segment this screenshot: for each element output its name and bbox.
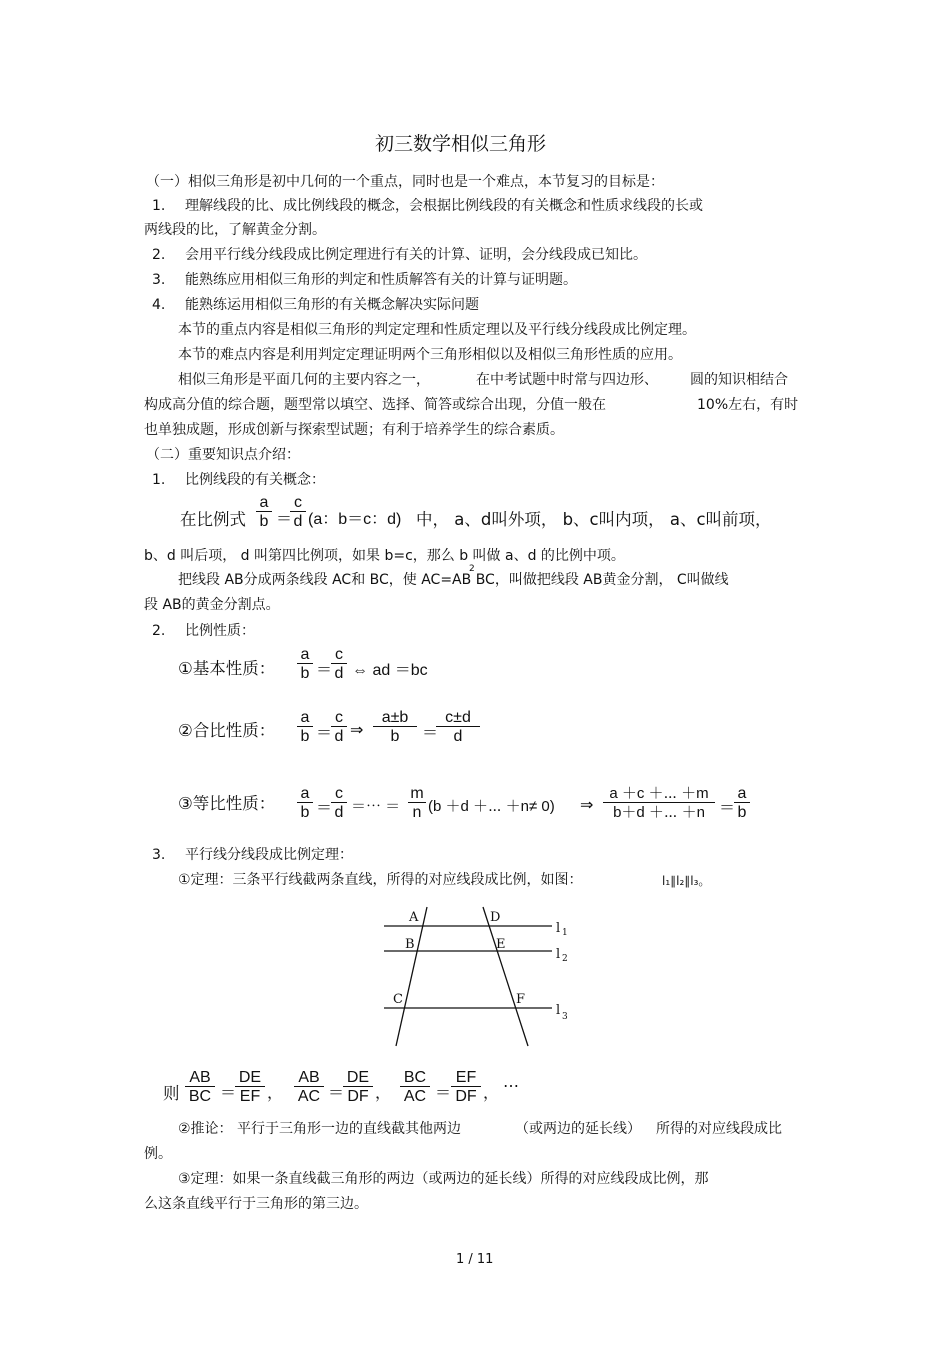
denominator: DF (451, 1086, 481, 1107)
denominator: d (331, 663, 347, 684)
denominator: d (331, 726, 347, 747)
denominator: EF (235, 1086, 265, 1107)
parallel-lines-figure (378, 900, 578, 1050)
line-l2-label: l (556, 947, 561, 962)
numerator: c (335, 646, 343, 663)
corollary-text-end: 所得的对应线段成比 (656, 1121, 782, 1137)
numerator: c (294, 494, 302, 511)
golden-section-text: 把线段 AB分成两条线段 AC和 BC，使 AC=AB BC，叫做把线段 AB黄金分割， C叫做线 (178, 572, 729, 588)
equals-sign: ＝ (435, 1085, 452, 1102)
converse-theorem-text-cont: 么这条直线平行于三角形的第三边。 (144, 1196, 368, 1212)
fraction-a-b (297, 709, 313, 747)
equal-ratio-property-label: ③等比性质： (178, 794, 276, 813)
goal-1-number: 1. (152, 198, 166, 214)
line-l1-subscript: 1 (562, 928, 568, 938)
numerator: c (335, 785, 343, 802)
denominator: AC (294, 1086, 324, 1107)
fraction-a-b (256, 494, 272, 532)
golden-section-text-cont: 段 AB的黄金分割点。 (144, 597, 280, 613)
equals-sign: ＝ (276, 511, 293, 528)
overview-text-1c: 圆的知识相结合 (690, 372, 788, 388)
point-c-label: C (393, 992, 403, 1007)
separator: ， (267, 1085, 284, 1102)
equals-sign: ＝ (220, 1085, 237, 1102)
equals-sign: ＝ (316, 800, 333, 817)
ellipsis: ⋯ (503, 1078, 519, 1095)
proportion-terms: 中， a、d叫外项， b、c叫内项， a、c叫前项， (416, 510, 772, 529)
denominator: b (734, 802, 750, 823)
denominator: b (297, 663, 313, 684)
point-b-label: B (405, 937, 415, 952)
fraction-c-d (331, 709, 347, 747)
equals-sign: ＝ (719, 800, 736, 817)
proportion-terms-cont: b、d 叫后项， d 叫第四比例项，如果 b=c，那么 b 叫做 a、d 的比例中项。 (144, 548, 625, 564)
overview-text-2a: 构成高分值的综合题，题型常以填空、选择、简答或综合出现，分值一般在 (144, 397, 606, 413)
section-2-title: （二）重要知识点介绍： (146, 447, 300, 463)
numerator: a (300, 785, 310, 802)
numerator: c±d (445, 709, 471, 726)
goal-1-text-cont: 两线段的比，了解黄金分割。 (144, 222, 326, 238)
basic-property-label: ①基本性质： (178, 659, 276, 678)
knowledge-2-number: 2. (152, 623, 166, 639)
equals-sign: ＝ (316, 725, 333, 742)
denominator: b (297, 726, 313, 747)
corollary-text: ②推论： 平行于三角形一边的直线截其他两边 (178, 1121, 461, 1137)
denominator: d (331, 802, 347, 823)
ratio-expression: (a：b＝c：d) (308, 511, 402, 528)
fraction-bc-ac (400, 1069, 430, 1107)
equals-sign: ＝ (422, 725, 439, 742)
knowledge-2-title: 比例性质： (185, 623, 255, 639)
numerator: a (300, 709, 310, 726)
converse-theorem-text: ③定理：如果一条直线截三角形的两边（或两边的延长线）所得的对应线段成比例，那 (178, 1171, 709, 1187)
fraction-m-n (408, 785, 426, 823)
numerator: a (259, 494, 269, 511)
overview-text-3: 也单独成题，形成创新与探索型试题；有利于培养学生的综合素质。 (144, 422, 564, 438)
equals-sign: ＝ (328, 1085, 345, 1102)
goal-3-text: 能熟练应用相似三角形的判定和性质解答有关的计算与证明题。 (185, 272, 577, 288)
point-e-label: E (496, 937, 506, 952)
corollary-text-paren: （或两边的延长线） (515, 1121, 641, 1137)
line-l1-label: l (556, 921, 561, 936)
fraction-a-pm-b (373, 709, 417, 747)
denominator: DF (343, 1086, 373, 1107)
knowledge-3-title: 平行线分线段成比例定理： (185, 847, 353, 863)
goal-3-number: 3. (152, 272, 166, 288)
fraction-c-d (331, 646, 347, 684)
fraction-a-b (734, 785, 750, 823)
numerator: BC (403, 1069, 427, 1086)
numerator: DE (346, 1069, 370, 1086)
key-point-text: 本节的重点内容是相似三角形的判定定理和性质定理以及平行线分线段成比例定理。 (178, 322, 696, 338)
goal-1-text: 理解线段的比、成比例线段的概念，会根据比例线段的有关概念和性质求线段的长或 (185, 198, 703, 214)
goal-4-text: 能熟练运用相似三角形的有关概念解决实际问题 (185, 297, 479, 313)
line-l3-label: l (556, 1003, 561, 1018)
numerator: a±b (381, 709, 409, 726)
section-1-intro: （一）相似三角形是初中几何的一个重点，同时也是一个难点，本节复习的目标是： (146, 174, 664, 190)
overview-text-1b: 在中考试题中时常与四边形、 (476, 372, 658, 388)
denominator: b (373, 726, 417, 747)
nonzero-condition: (b ＋d ＋⋯ ＋n≠ 0) (428, 798, 555, 815)
goal-4-number: 4. (152, 297, 166, 313)
overview-text-2b: 10%左右，有时 (697, 397, 799, 413)
transversal-right (483, 907, 528, 1046)
fraction-sum (603, 785, 715, 823)
numerator: a (737, 785, 747, 802)
numerator: c (335, 709, 343, 726)
point-a-label: A (409, 910, 419, 925)
ellipsis-equals: ＝⋯ ＝ (351, 798, 401, 815)
point-d-label: D (490, 910, 501, 925)
numerator: a ＋c ＋⋯ ＋m (609, 785, 709, 802)
separator: ， (375, 1085, 392, 1102)
numerator: AB (298, 1069, 320, 1086)
fraction-ef-df (451, 1069, 481, 1107)
line-l2-subscript: 2 (562, 954, 568, 964)
overview-text-1a: 相似三角形是平面几何的主要内容之一， (178, 372, 430, 388)
basic-property-result: ⇔ ad ＝bc (352, 662, 428, 679)
point-f-label: F (516, 992, 526, 1007)
fraction-a-b (297, 646, 313, 684)
difficult-point-text: 本节的难点内容是利用判定定理证明两个三角形相似以及相似三角形性质的应用。 (178, 347, 682, 363)
fraction-a-b (297, 785, 313, 823)
numerator: AB (189, 1069, 211, 1086)
page-title: 初三数学相似三角形 (375, 133, 547, 155)
superscript-2: 2 (469, 564, 475, 574)
denominator: n (408, 802, 426, 823)
fraction-ab-bc (185, 1069, 215, 1107)
numerator: DE (238, 1069, 262, 1086)
fraction-c-d (290, 494, 306, 532)
fraction-c-d (331, 785, 347, 823)
parallel-lines-note: l₁∥l₂∥l₃。 (662, 874, 711, 888)
therefore-label: 则 (163, 1084, 180, 1103)
goal-2-number: 2. (152, 247, 166, 263)
denominator: AC (400, 1086, 430, 1107)
denominator: b＋d ＋⋯ ＋n (603, 802, 715, 823)
fraction-de-ef (235, 1069, 265, 1107)
goal-2-text: 会用平行线分线段成比例定理进行有关的计算、证明，会分线段成已知比。 (185, 247, 647, 263)
fraction-c-pm-d (436, 709, 480, 747)
transversal-left (396, 907, 427, 1046)
theorem-text: ①定理：三条平行线截两条直线，所得的对应线段成比例，如图： (178, 872, 583, 888)
equals-sign: ＝ (316, 662, 333, 679)
proportion-prefix: 在比例式 (180, 510, 246, 529)
fraction-ab-ac (294, 1069, 324, 1107)
separator: ， (483, 1085, 500, 1102)
denominator: d (436, 726, 480, 747)
implies-arrow: ⇒ (580, 797, 594, 814)
line-l3-subscript: 3 (562, 1012, 568, 1022)
corollary-text-cont: 例。 (144, 1146, 172, 1162)
knowledge-1-number: 1. (152, 472, 166, 488)
numerator: m (410, 785, 424, 802)
numerator: EF (455, 1069, 477, 1086)
denominator: d (290, 511, 306, 532)
denominator: b (297, 802, 313, 823)
addition-property-label: ②合比性质： (178, 721, 276, 740)
knowledge-3-number: 3. (152, 847, 166, 863)
page-number: 1 / 11 (456, 1252, 494, 1267)
fraction-de-df (343, 1069, 373, 1107)
denominator: BC (185, 1086, 215, 1107)
implies-arrow: ⇒ (350, 722, 364, 739)
numerator: a (300, 646, 310, 663)
knowledge-1-title: 比例线段的有关概念： (185, 472, 325, 488)
denominator: b (256, 511, 272, 532)
